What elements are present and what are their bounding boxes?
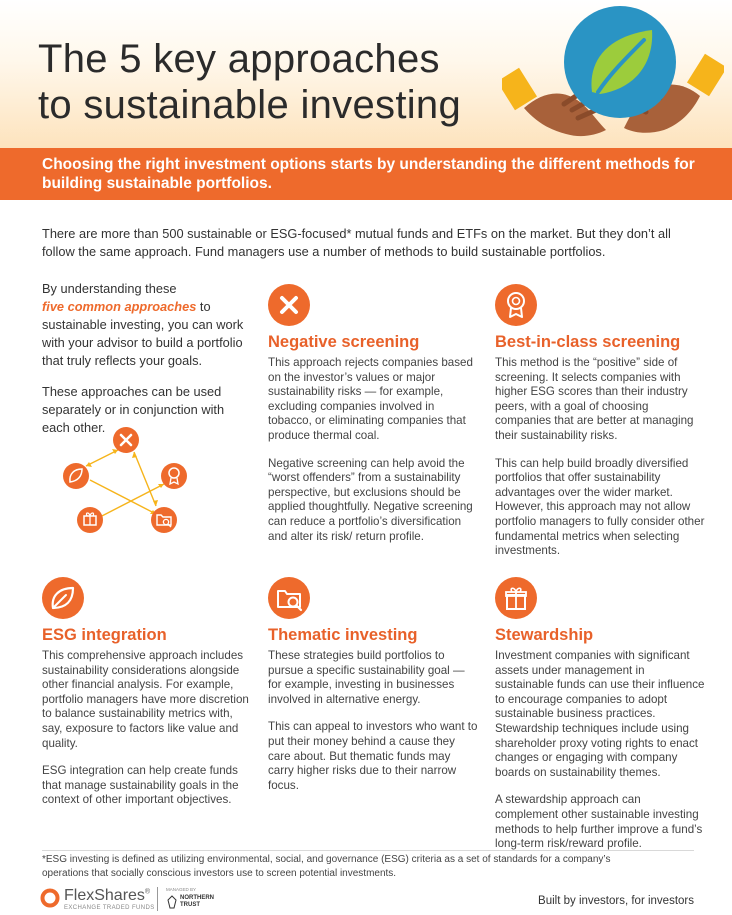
subtitle-banner [0, 148, 732, 200]
x-icon [268, 284, 310, 326]
brand-subtitle: EXCHANGE TRADED FUNDS [64, 905, 155, 911]
approach-description: This method is the “positive” side of screening. It selects companies with higher ESG scores than their industry peers, with a goal of choosing companies that are better at managing their sustainability risks. [495, 356, 694, 442]
leaf-icon [42, 577, 84, 619]
diagram-award-icon [161, 463, 187, 489]
approach-description: These strategies build portfolios to pursue a specific sustainability goal — for example, investing in businesses involved in alternative energy. [268, 649, 465, 706]
northern-trust-emblem-icon [167, 895, 177, 909]
hands-holding-globe-illustration [502, 0, 724, 148]
approach-detail: A stewardship approach can complement other sustainable investing methods to help further improve a fund’s long-term risk/reward profile. [495, 793, 703, 851]
approach-stewardship [495, 577, 705, 852]
subtitle-text: Choosing the right investment options starts by understanding the different methods for building sustainable portfolios. [42, 156, 695, 192]
approaches-diagram [60, 424, 200, 536]
approach-title: Best-in-class screening [495, 333, 681, 351]
approach-detail: This can appeal to investors who want to put their money behind a cause they care about. But thematic funds may carry higher risks due to their narrow focus. [268, 720, 478, 792]
approach-detail: Negative screening can help avoid the “worst offenders” from a sustainability perspective, but exclusions should be applied thoughtfully. Negative screening can reduce a portfolio’s diversification and alter its risk/ return profile. [268, 456, 473, 543]
approach-detail: This can help build broadly diversified portfolios that offer sustainability advantages over the wider market. However, this approach may not allow portfolio managers to fully consider other fundamental metrics when selecting investments. [495, 456, 705, 558]
logo-separator [157, 887, 158, 911]
diagram-folder-search-icon [151, 507, 177, 533]
partner-name: NORTHERN TRUST [180, 895, 214, 908]
flexshares-logo [40, 885, 240, 913]
brand-name: FlexShares® [64, 887, 151, 904]
lead-paragraph [42, 280, 247, 370]
page-title-line-1: The 5 key approaches [38, 37, 440, 81]
diagram-gift-icon [77, 507, 103, 533]
globe-icon [564, 6, 676, 118]
approach-best-in-class [495, 284, 705, 559]
approach-detail: ESG integration can help create funds that manage sustainability goals in the context of other important objectives. [42, 764, 239, 807]
approach-title: Negative screening [268, 333, 420, 351]
lead-after: to sustainable investing, you can work with your advisor to build a portfolio that truly reflects your goals. [42, 299, 244, 368]
lead-text [42, 280, 247, 437]
approach-thematic-investing [268, 577, 478, 793]
approach-esg-integration [42, 577, 252, 808]
footnote: *ESG investing is defined as utilizing environmental, social, and governance (ESG) criteria as a set of standards for a company’s operations that socially conscious investors use to screen potential investments. [42, 854, 611, 879]
approach-negative-screening [268, 284, 478, 544]
folder-search-icon [268, 577, 310, 619]
lead-before: By understanding these [42, 281, 177, 296]
approach-title: Thematic investing [268, 626, 418, 644]
footnote-divider [42, 850, 694, 851]
lead-highlight: five common approaches [42, 299, 197, 314]
approach-title: Stewardship [495, 626, 594, 644]
approach-description: This comprehensive approach includes sustainability considerations alongside other financial analysis. For example, portfolio managers have more discretion to balance sustainability metrics with, say, exposure to factors like value and quality. [42, 649, 249, 750]
lead-second-paragraph: These approaches can be used separately or in conjunction with each other. [42, 384, 225, 435]
approach-description: Investment companies with significant assets under management in sustainable funds can use their influence to encourage companies to adopt sustainable business practices. Stewardship techniques include using shareholder proxy voting rights to enact changes or engaging with company boards on sustainability themes. [495, 649, 705, 779]
award-ribbon-icon [495, 284, 537, 326]
gift-box-icon [495, 577, 537, 619]
footer-tagline: Built by investors, for investors [538, 895, 694, 907]
managed-by-label: MANAGED BY [166, 887, 197, 892]
page-title [38, 36, 461, 128]
approach-description: This approach rejects companies based on the investor’s values or major sustainability risks — for example, excluding companies involved in tobacco, or eliminating companies that produce thermal coal. [268, 356, 473, 442]
intro-paragraph: There are more than 500 sustainable or ESG-focused* mutual funds and ETFs on the market. But they don’t all follow the same approach. Fund managers use a number of methods to build sustainable portfolios. [42, 226, 671, 259]
diagram-x-icon [113, 427, 139, 453]
approach-title: ESG integration [42, 626, 167, 644]
page-title-line-2: to sustainable investing [38, 83, 462, 127]
diagram-leaf-icon [63, 463, 89, 489]
flexshares-ring-icon [40, 888, 60, 908]
hero-header [0, 0, 732, 148]
